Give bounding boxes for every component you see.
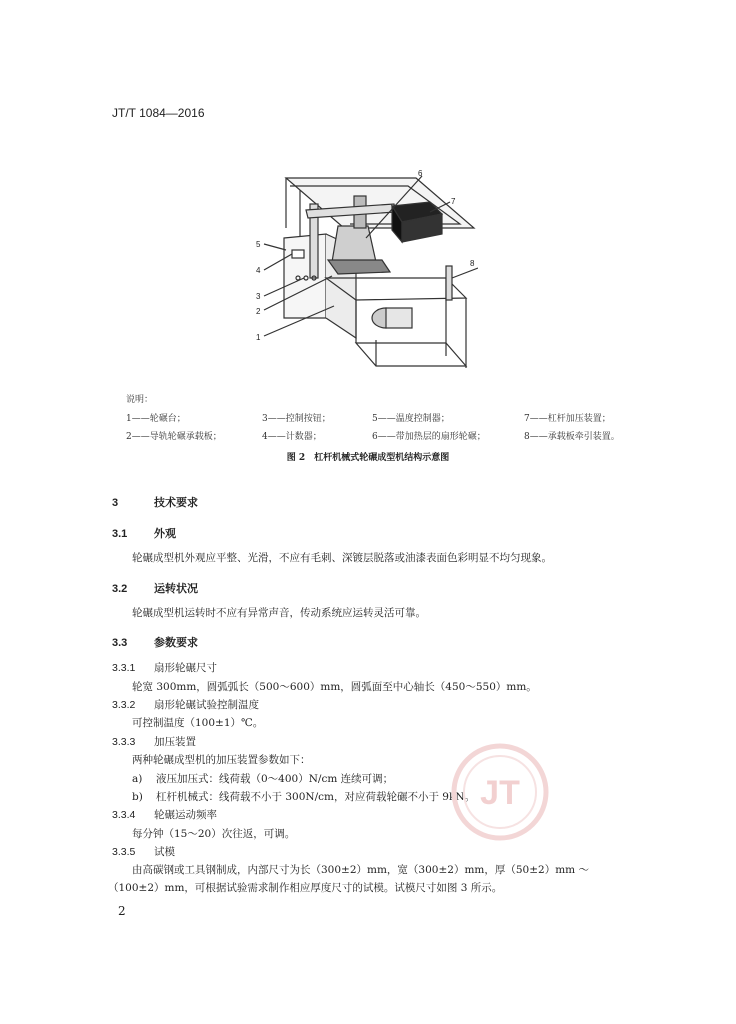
svg-text:JT: JT [480,774,520,812]
legend-item: 1——轮碾台； [126,414,186,424]
section-number: 3.3.1 [112,662,136,674]
document-header: JT/T 1084—2016 [112,106,205,120]
paragraph: 可控制温度（100±1）℃。 [132,717,264,729]
section-title: 技术要求 [154,496,198,509]
section-number: 3.3.4 [112,809,136,821]
callout-2: 2 [256,307,261,316]
paragraph: 两种轮碾成型机的加压装置参数如下： [132,754,311,766]
paragraph: 轮碾成型机运转时不应有异常声音，传动系统应运转灵活可靠。 [132,607,426,619]
legend-item: 4——计数器； [262,432,322,442]
section-title: 加压装置 [154,736,196,748]
section-number: 3.3 [112,637,128,649]
section-number: 3.3.3 [112,736,136,748]
paragraph: 每分钟（15～20）次往返，可调。 [132,828,296,840]
section-number: 3.1 [112,528,128,540]
section-title: 扇形轮碾试验控制温度 [154,699,259,711]
section-number: 3.3.2 [112,699,136,711]
list-item: 杠杆机械式：线荷载不小于 300N/cm，对应荷载轮碾不小于 9kN。 [156,791,476,803]
legend-item: 8——承载板牵引装置。 [524,432,620,442]
section-number: 3 [112,497,119,509]
list-label: b) [132,791,143,803]
section-title: 试模 [154,846,175,858]
callout-5: 5 [256,240,261,249]
list-item: 液压加压式：线荷载（0～400）N/cm 连续可调； [156,773,394,785]
callout-3: 3 [256,292,261,301]
legend-title: 说明： [126,395,154,405]
section-title: 运转状况 [154,582,198,595]
paragraph: 轮宽 300mm，圆弧弧长（500～600）mm，圆弧面至中心轴长（450～550）mm。 [132,681,537,693]
paragraph: （100±2）mm，可根据试验需求制作相应厚度尺寸的试模。试模尺寸如图 3 所示。 [108,882,503,894]
jt-watermark-logo [450,742,550,842]
page-number: 2 [118,904,126,918]
callout-1: 1 [256,333,261,342]
figure-caption: 图 2 杠杆机械式轮碾成型机结构示意图 [286,453,450,463]
section-number: 3.2 [112,583,128,595]
section-title: 轮碾运动频率 [154,809,217,821]
legend-item: 6——带加热层的扇形轮碾； [372,432,486,442]
section-title: 扇形轮碾尺寸 [154,662,217,674]
section-title: 外观 [154,527,176,540]
paragraph: 由高碳钢或工具钢制成，内部尺寸为长（300±2）mm，宽（300±2）mm，厚（50±2）mm ～ [132,864,589,876]
callout-4: 4 [256,266,261,275]
legend-item: 5——温度控制器； [372,414,450,424]
callout-6: 6 [418,169,423,178]
paragraph: 轮碾成型机外观应平整、光滑，不应有毛刺、深镀层脱落或油漆表面色彩明显不均匀现象。 [132,552,552,564]
section-number: 3.3.5 [112,846,136,858]
legend-item: 3——控制按钮； [262,414,331,424]
machine-diagram [246,168,478,378]
list-label: a) [132,773,143,785]
legend-item: 2——导轨轮碾承载板； [126,432,222,442]
callout-7: 7 [451,197,456,206]
legend-item: 7——杠杆加压装置； [524,414,611,424]
callout-8: 8 [470,259,475,268]
section-title: 参数要求 [154,636,198,649]
